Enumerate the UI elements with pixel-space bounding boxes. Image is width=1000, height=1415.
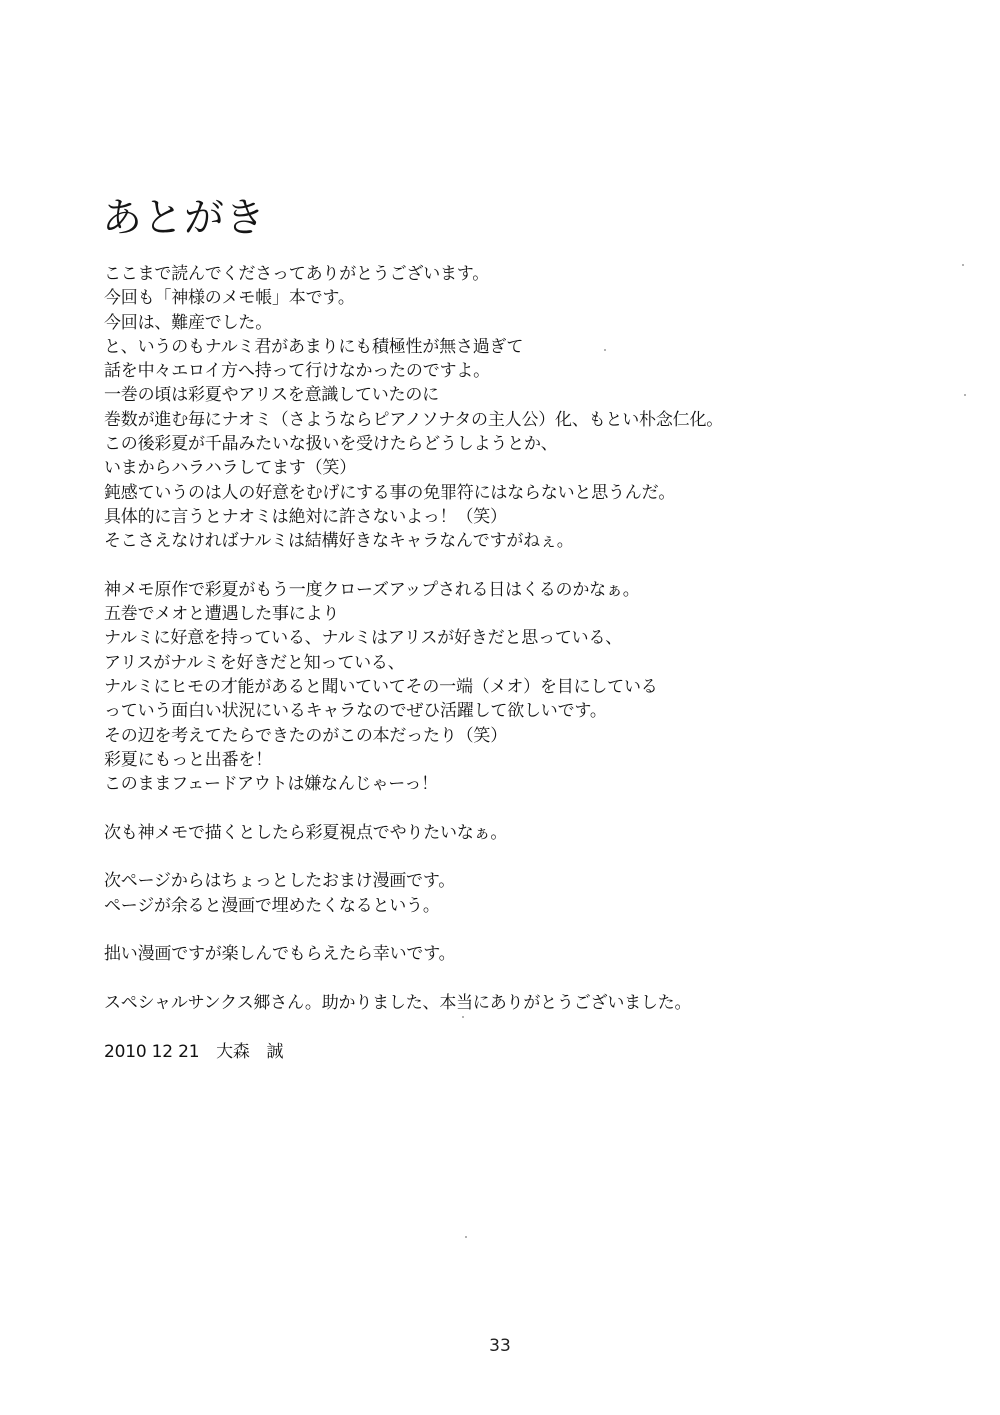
text-line: っていう面白い状況にいるキャラなのでぜひ活躍して欲しいです。 <box>104 701 607 722</box>
text-line: そこさえなければナルミは結構好きなキャラなんですがねぇ。 <box>104 531 574 552</box>
text-line: いまからハラハラしてます（笑） <box>104 458 356 479</box>
paragraph-gap <box>104 967 804 991</box>
text-line: この後彩夏が千晶みたいな扱いを受けたらどうしようとか、 <box>104 434 558 455</box>
text-line: ナルミにヒモの才能があると聞いていてその一端（メオ）を目にしている <box>104 677 658 698</box>
text-line: 次も神メモで描くとしたら彩夏視点でやりたいなぁ。 <box>104 822 508 843</box>
paragraph-gap <box>104 797 804 821</box>
scan-speck <box>604 349 606 351</box>
text-line: 五巻でメオと遭遇した事により <box>104 604 340 625</box>
paragraph-gap <box>104 845 804 869</box>
text-line: ナルミに好意を持っている、ナルミはアリスが好きだと思っている、 <box>104 628 623 649</box>
scan-speck <box>462 1016 464 1018</box>
text-line: このままフェードアウトは嫌なんじゃーっ！ <box>104 774 438 795</box>
scan-speck <box>964 394 966 396</box>
text-line: 神メモ原作で彩夏がもう一度クローズアップされる日はくるのかなぁ。 <box>104 579 640 600</box>
date-signature: 2010 12 21 大森 誠 <box>104 1041 284 1062</box>
text-line: 鈍感ていうのは人の好意をむげにする事の免罪符にはならないと思うんだ。 <box>104 482 676 503</box>
text-line: 拙い漫画ですが楽しんでもらえたら幸いです。 <box>104 944 456 965</box>
text-line: アリスがナルミを好きだと知っている、 <box>104 652 405 673</box>
text-line: 今回は、難産でした。 <box>104 312 272 333</box>
text-line: 巻数が進む毎にナオミ（さようならピアノソナタの主人公）化、もとい朴念仁化。 <box>104 409 724 430</box>
paragraph-gap <box>104 918 804 942</box>
paragraph-gap <box>104 1015 804 1039</box>
text-line: 次ページからはちょっとしたおまけ漫画です。 <box>104 871 456 892</box>
text-line: 今回も「神様のメモ帳」本です。 <box>104 288 355 309</box>
afterword-body <box>104 262 804 1064</box>
page-title: あとがき <box>102 195 266 241</box>
scan-speck <box>962 264 964 266</box>
text-line: その辺を考えてたらできたのがこの本だったり（笑） <box>104 725 508 746</box>
scan-speck <box>465 1236 467 1238</box>
text-line: 彩夏にもっと出番を！ <box>104 749 272 770</box>
text-line: ここまで読んでくださってありがとうございます。 <box>104 264 490 284</box>
text-line: 一巻の頃は彩夏やアリスを意識していたのに <box>104 385 439 406</box>
text-line: スペシャルサンクス郷さん。助かりました、本当にありがとうございました。 <box>104 992 692 1013</box>
text-line: と、いうのもナルミ君があまりにも積極性が無さ過ぎて <box>104 336 524 357</box>
text-line: 話を中々エロイ方へ持って行けなかったのですよ。 <box>104 361 490 382</box>
page-number: 33 <box>489 1336 511 1356</box>
text-line: 具体的に言うとナオミは絶対に許さないよっ！（笑） <box>104 506 507 527</box>
paragraph-gap <box>104 554 804 578</box>
text-line: ページが余ると漫画で埋めたくなるという。 <box>104 895 440 916</box>
